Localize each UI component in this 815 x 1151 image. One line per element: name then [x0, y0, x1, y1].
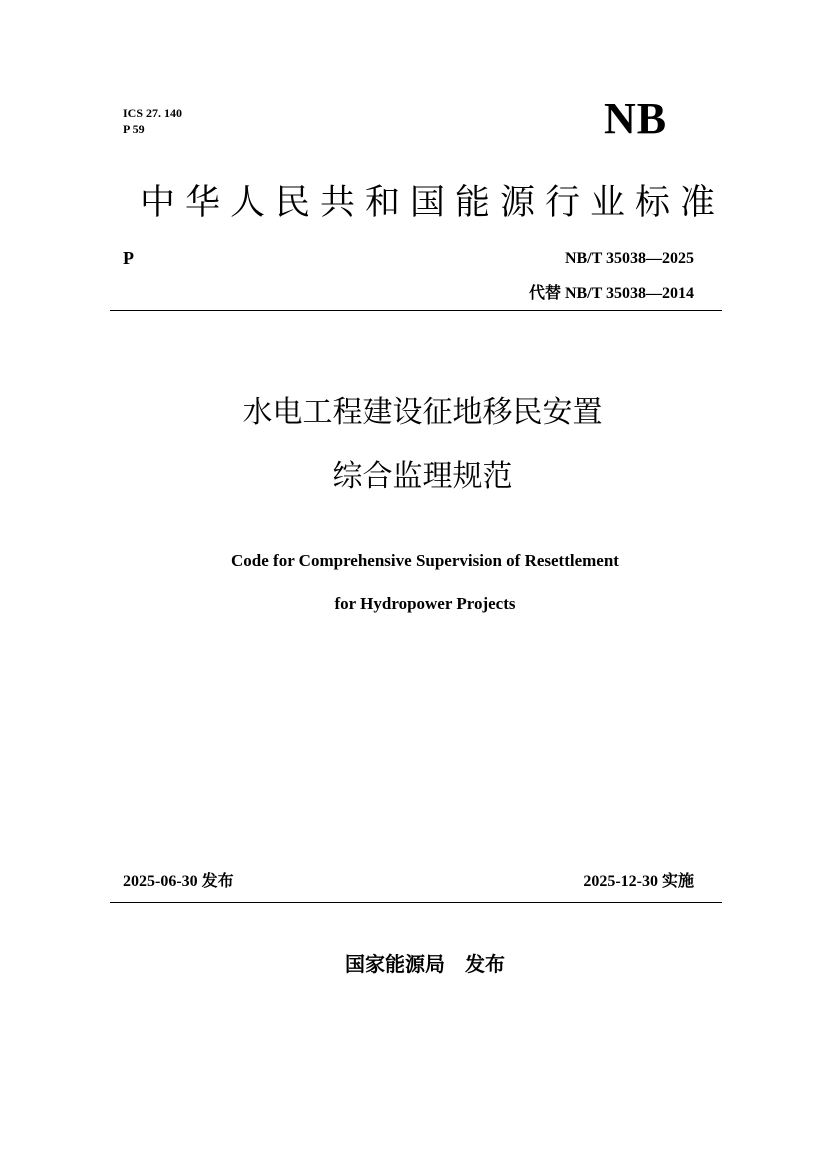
ccs-code: P 59 — [123, 122, 145, 136]
header-divider — [110, 310, 722, 311]
publish-date: 2025-06-30 发布 — [123, 873, 234, 890]
standard-number: NB/T 35038—2025 — [564, 250, 694, 267]
chinese-title-line2: 综合监理规范 — [332, 459, 513, 494]
ics-code: ICS 27. 140 — [123, 106, 183, 120]
replaced-standard: 代替 NB/T 35038—2014 — [528, 285, 694, 302]
org-title: 中华人民共和国能源行业标准 — [140, 183, 726, 223]
implement-date: 2025-12-30 实施 — [583, 873, 694, 890]
category-letter: P — [123, 248, 134, 268]
publisher: 国家能源局 发布 — [345, 952, 505, 976]
english-title-line1: Code for Comprehensive Supervision of Resettlement — [231, 551, 619, 570]
chinese-title-line1: 水电工程建设征地移民安置 — [242, 395, 603, 430]
english-title-line2: for Hydropower Projects — [334, 594, 516, 613]
footer-divider — [110, 902, 722, 903]
classification-codes — [123, 105, 182, 137]
nb-logo: NB — [604, 94, 668, 143]
